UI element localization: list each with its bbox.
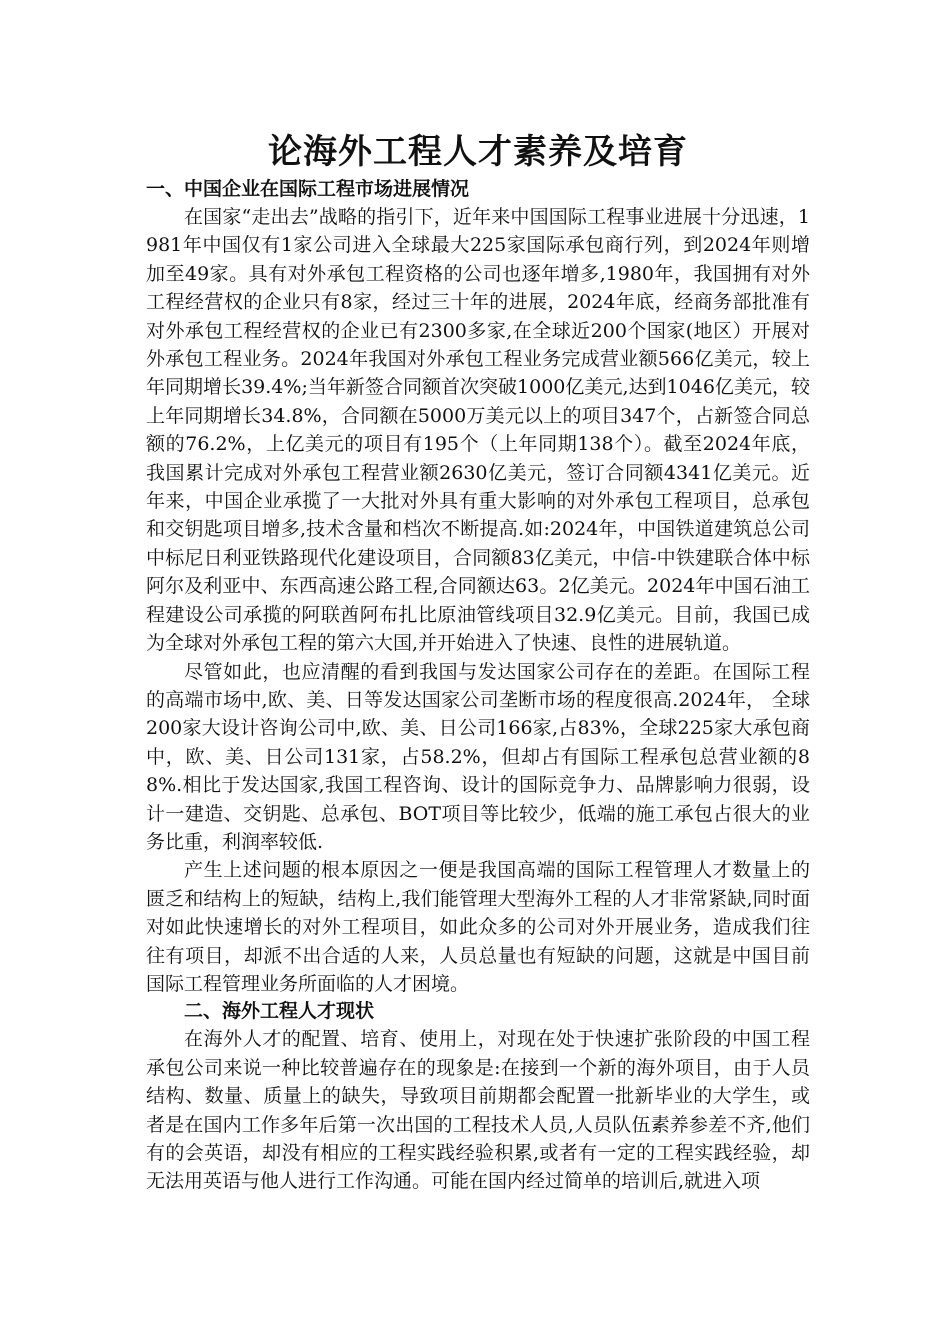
section1-paragraph-3: 产生上述问题的根本原因之一便是我国高端的国际工程管理人才数量上的匮乏和结构上的短缺，结构上,我们能管理大型海外工程的人才非常紧缺,同时面对如此快速增长的对外工程项目，如此众多的公司对外开展业务，造成我们往往有项目，却派不出合适的人来，人员总量也有短缺的问题，这就是中国目前国际工程管理业务所面临的人才困境。 [146,859,810,995]
section1-paragraph-2: 尽管如此，也应清醒的看到我国与发达国家公司存在的差距。在国际工程的高端市场中,欧、美、日等发达国家公司垄断市场的程度很高.2024年， 全球200家大设计咨询公司中,欧、美、日公司166家,占83%，全球225家大承包商中，欧、美、日公司131家，占58.2%，但却占有国际工程承包总营业额的88%.相比于发达国家,我国工程咨询、设计的国际竞争力、品牌影响力很弱，设计一建造、交钥匙、总承包、BOT项目等比较少，低端的施工承包占很大的业务比重，利润率较低. [146,660,810,853]
section-heading-2: 二、海外工程人才现状 [184,1000,375,1023]
section-heading-1: 一、中国企业在国际工程市场进展情况 [146,178,470,200]
section2-paragraph-1: 在海外人才的配置、培育、使用上，对现在处于快速扩张阶段的中国工程承包公司来说一种比较普遍存在的现象是:在接到一个新的海外项目，由于人员结构、数量、质量上的缺失，导致项目前期都会配置一批新毕业的大学生，或者是在国内工作多年后第一次出国的工程技术人员,人员队伍素养参差不齐,他们有的会英语，却没有相应的工程实践经验积累,或者有一定的工程实践经验，却无法用英语与他人进行工作沟通。可能在国内经过简单的培训后,就进入项 [146,1028,810,1193]
document-title: 论海外工程人才素养及培育 [268,132,688,172]
section1-paragraph-1: 在国家“走出去”战略的指引下，近年来中国国际工程事业进展十分迅速，1981年中国仅有1家公司进入全球最大225家国际承包商行列，到2024年则增加至49家。具有对外承包工程资格的公司也逐年增多,1980年，我国拥有对外工程经营权的企业只有8家，经过三十年的进展，2024年底，经商务部批准有对外承包工程经营权的企业已有2300多家,在全球近200个国家(地区）开展对外承包工程业务。2024年我国对外承包工程业务完成营业额566亿美元，较上年同期增长39.4%;当年新签合同额首次突破1000亿美元,达到1046亿美元，较上年同期增长34.8%，合同额在5000万美元以上的项目347个，占新签合同总额的76.2%，上亿美元的项目有195个（上年同期138个）。截至2024年底，我国累计完成对外承包工程营业额2630亿美元，签订合同额4341亿美元。近年来，中国企业承揽了一大批对外具有重大影响的对外承包工程项目，总承包和交钥匙项目增多,技术含量和档次不断提高.如:2024年，中国铁道建筑总公司中标尼日利亚铁路现代化建设项目，合同额83亿美元，中信-中铁建联合体中标阿尔及利亚中、东西高速公路工程,合同额达63。2亿美元。2024年中国石油工程建设公司承揽的阿联酋阿布扎比原油管线项目32.9亿美元。目前，我国已成为全球对外承包工程的第六大国,并开始进入了快速、良性的进展轨道。 [146,206,810,655]
document-page [146,128,810,1196]
